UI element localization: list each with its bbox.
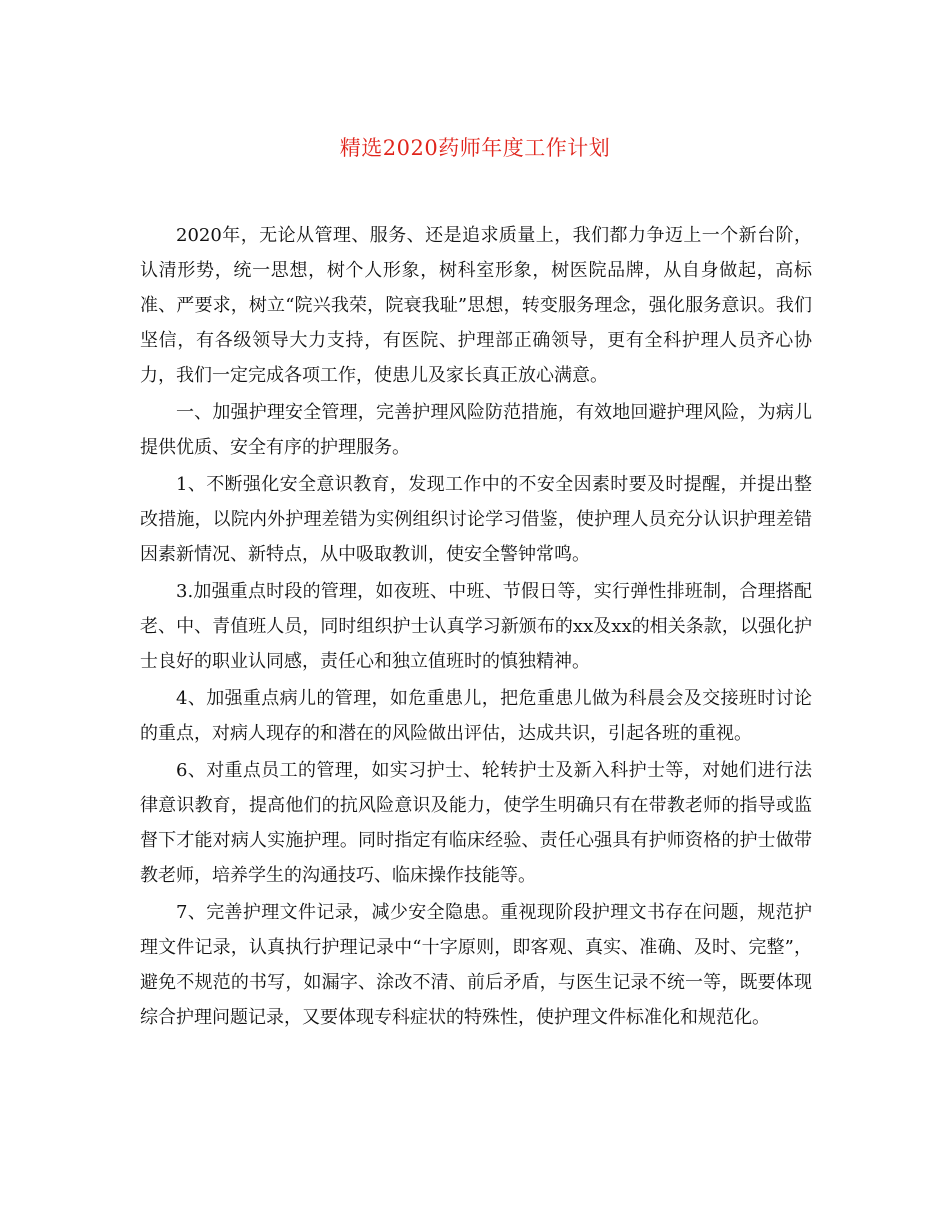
paragraph-item-6: 6、对重点员工的管理，如实习护士、轮转护士及新入科护士等，对她们进行法律意识教育，提高他们的抗风险意识及能力，使学生明确只有在带教老师的指导或监督下才能对病人实施护理。同时指定有临床经验、责任心强具有护师资格的护士做带教老师，培养学生的沟通技巧、临床操作技能等。 xyxy=(140,760,812,886)
paragraph-item-4: 4、加强重点病儿的管理，如危重患儿，把危重患儿做为科晨会及交接班时讨论的重点，对病人现存的和潜在的风险做出评估，达成共识，引起各班的重视。 xyxy=(140,688,812,744)
paragraph-section-1: 一、加强护理安全管理，完善护理风险防范措施，有效地回避护理风险，为病儿提供优质、安全有序的护理服务。 xyxy=(140,402,812,458)
paragraph-item-1: 1、不断强化安全意识教育，发现工作中的不安全因素时要及时提醒，并提出整改措施，以院内外护理差错为实例组织讨论学习借鉴，使护理人员充分认识护理差错因素新情况、新特点，从中吸取教训，使安全警钟常鸣。 xyxy=(140,474,812,565)
paragraph-item-3: 3.加强重点时段的管理，如夜班、中班、节假日等，实行弹性排班制，合理搭配老、中、青值班人员，同时组织护士认真学习新颁布的xx及xx的相关条款，以强化护士良好的职业认同感，责任心和独立值班时的慎独精神。 xyxy=(140,581,812,672)
document-title: 精选2020药师年度工作计划 xyxy=(339,136,611,160)
paragraph-item-7: 7、完善护理文件记录，减少安全隐患。重视现阶段护理文书存在问题，规范护理文件记录，认真执行护理记录中“十字原则，即客观、真实、准确、及时、完整”，避免不规范的书写，如漏字、涂改不清、前后矛盾，与医生记录不统一等，既要体现综合护理问题记录，又要体现专科症状的特殊性，使护理文件标准化和规范化。 xyxy=(140,902,812,1028)
paragraph-intro: 2020年，无论从管理、服务、还是追求质量上，我们都力争迈上一个新台阶，认清形势，统一思想，树个人形象，树科室形象，树医院品牌，从自身做起，高标准、严要求，树立“院兴我荣，院衰我耻”思想，转变服务理念，强化服务意识。我们坚信，有各级领导大力支持，有医院、护理部正确领导，更有全科护理人员齐心协力，我们一定完成各项工作，使患儿及家长真正放心满意。 xyxy=(140,225,812,386)
document-body xyxy=(140,218,812,1037)
